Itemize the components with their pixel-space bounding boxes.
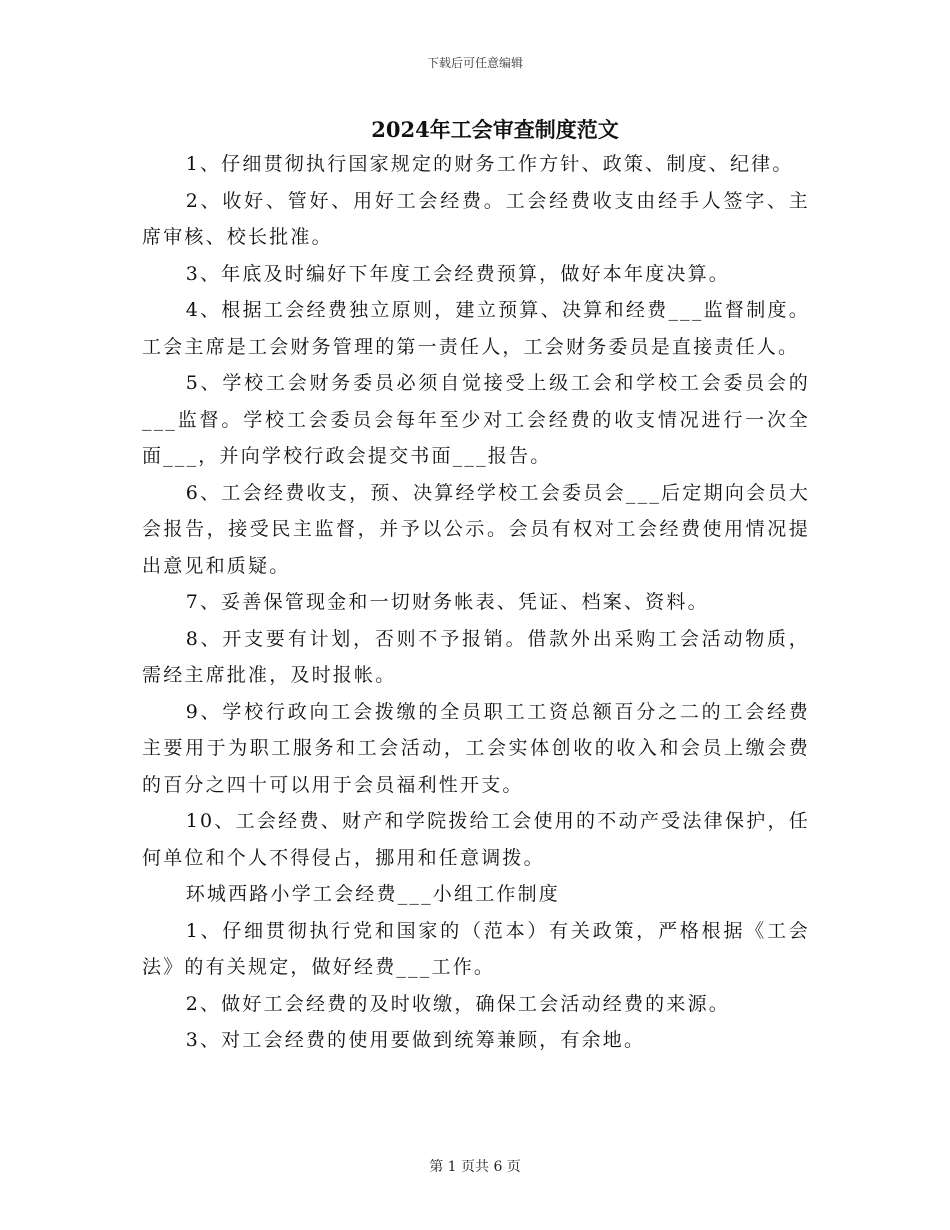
paragraph-11: 1、仔细贯彻执行党和国家的（范本）有关政策，严格根据《工会法》的有关规定，做好经费___工作。 xyxy=(142,919,810,978)
document-body xyxy=(142,146,810,1059)
paragraph-2: 2、收好、管好、用好工会经费。工会经费收支由经手人签字、主席审核、校长批准。 xyxy=(142,189,810,248)
paragraph-13: 3、对工会经费的使用要做到统筹兼顾，有余地。 xyxy=(185,1029,646,1051)
paragraph-8: 8、开支要有计划，否则不予报销。借款外出采购工会活动物质，需经主席批准，及时报帐。 xyxy=(142,627,810,686)
paragraph-6: 6、工会经费收支，预、决算经学校工会委员会___后定期向会员大会报告，接受民主监督，并予以公示。会员有权对工会经费使用情况提出意见和质疑。 xyxy=(142,481,810,577)
paragraph-5: 5、学校工会财务委员必须自觉接受上级工会和学校工会委员会的___监督。学校工会委员会每年至少对工会经费的收支情况进行一次全面___，并向学校行政会提交书面___报告。 xyxy=(142,372,810,467)
paragraph-12: 2、做好工会经费的及时收缴，确保工会活动经费的来源。 xyxy=(185,992,730,1015)
header-note: 下载后可任意编辑 xyxy=(426,56,523,70)
document-title: 2024年工会审查制度范文 xyxy=(371,117,619,142)
paragraph-1: 1、仔细贯彻执行国家规定的财务工作方针、政策、制度、纪律。 xyxy=(185,153,794,175)
page-number: 第 1 页共 6 页 xyxy=(429,1159,521,1175)
paragraph-4: 4、根据工会经费独立原则，建立预算、决算和经费___监督制度。工会主席是工会财务管理的第一责任人，工会财务委员是直接责任人。 xyxy=(142,299,810,358)
paragraph-7: 7、妥善保管现金和一切财务帐表、凭证、档案、资料。 xyxy=(185,591,709,613)
paragraph-3: 3、年底及时编好下年度工会经费预算，做好本年度决算。 xyxy=(185,262,730,285)
section-heading: 环城西路小学工会经费___小组工作制度 xyxy=(185,883,560,905)
paragraph-9: 9、学校行政向工会拨缴的全员职工工资总额百分之二的工会经费主要用于为职工服务和工会活动，工会实体创收的收入和会员上缴会费的百分之四十可以用于会员福利性开支。 xyxy=(142,700,810,796)
paragraph-10: 10、工会经费、财产和学院拨给工会使用的不动产受法律保护，任何单位和个人不得侵占，挪用和任意调拨。 xyxy=(142,810,810,869)
